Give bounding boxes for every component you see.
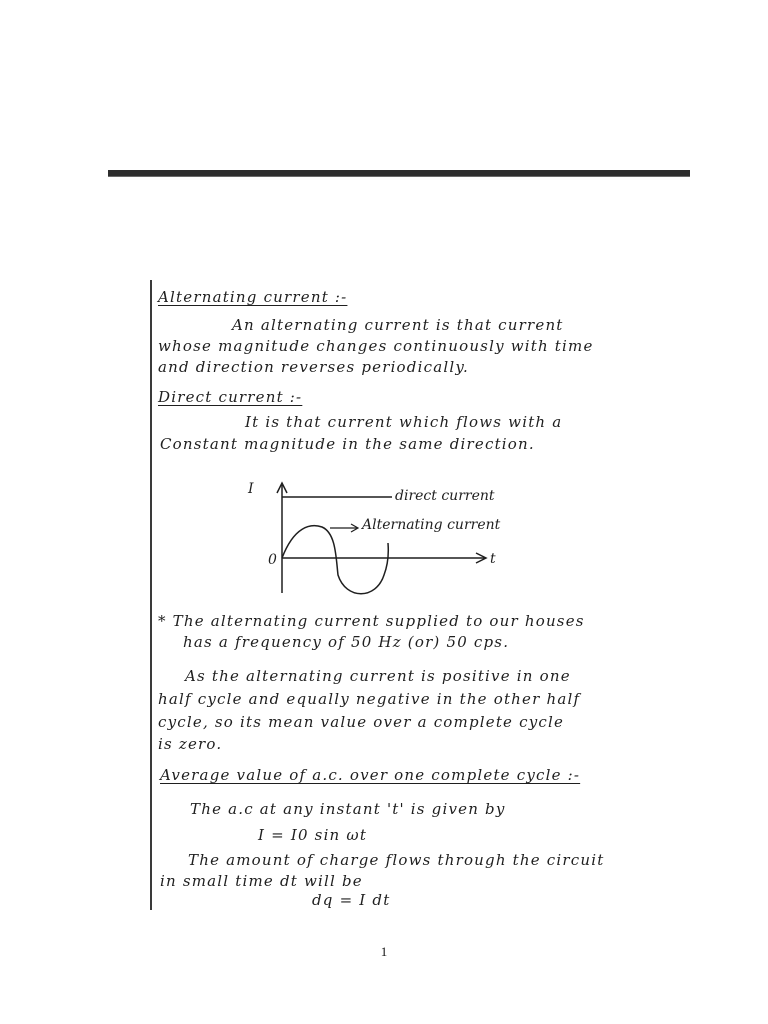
note-line: Constant magnitude in the same direction. — [160, 435, 535, 453]
note-line: cycle, so its mean value over a complete cycle — [158, 713, 565, 731]
ac-label: Alternating current — [362, 517, 501, 533]
note-line: An alternating current is that current — [232, 316, 564, 334]
equation-current: I = I0 sin ωt — [258, 826, 368, 844]
page-number: 1 — [380, 944, 388, 959]
dc-label: direct current — [395, 488, 495, 504]
note-line: half cycle and equally negative in the other half — [158, 690, 581, 708]
x-axis-label: t — [490, 551, 496, 567]
note-line: has a frequency of 50 Hz (or) 50 cps. — [183, 633, 510, 651]
heading-direct-current: Direct current :- — [158, 388, 303, 406]
ac-sine-wave — [282, 526, 388, 594]
y-axis-label: I — [248, 481, 254, 497]
ac-dc-sketch — [240, 475, 530, 605]
note-line: It is that current which flows with a — [245, 413, 563, 431]
origin-label: 0 — [268, 552, 277, 568]
note-line: in small time dt will be — [160, 872, 363, 890]
note-line: and direction reverses periodically. — [158, 358, 469, 376]
note-line: is zero. — [158, 735, 223, 753]
note-line: The amount of charge flows through the circuit — [188, 851, 605, 869]
heading-average-value: Average value of a.c. over one complete cycle :- — [160, 766, 581, 784]
note-line: As the alternating current is positive in one — [185, 667, 571, 685]
note-line: The a.c at any instant 't' is given by — [190, 800, 506, 818]
equation-charge: dq = I dt — [312, 891, 391, 909]
heading-alternating-current: Alternating current :- — [158, 288, 348, 306]
notebook-margin-line — [150, 280, 152, 910]
note-line: whose magnitude changes continuously with time — [158, 337, 594, 355]
note-line: * The alternating current supplied to our houses — [158, 612, 585, 630]
header-rule — [108, 170, 690, 177]
